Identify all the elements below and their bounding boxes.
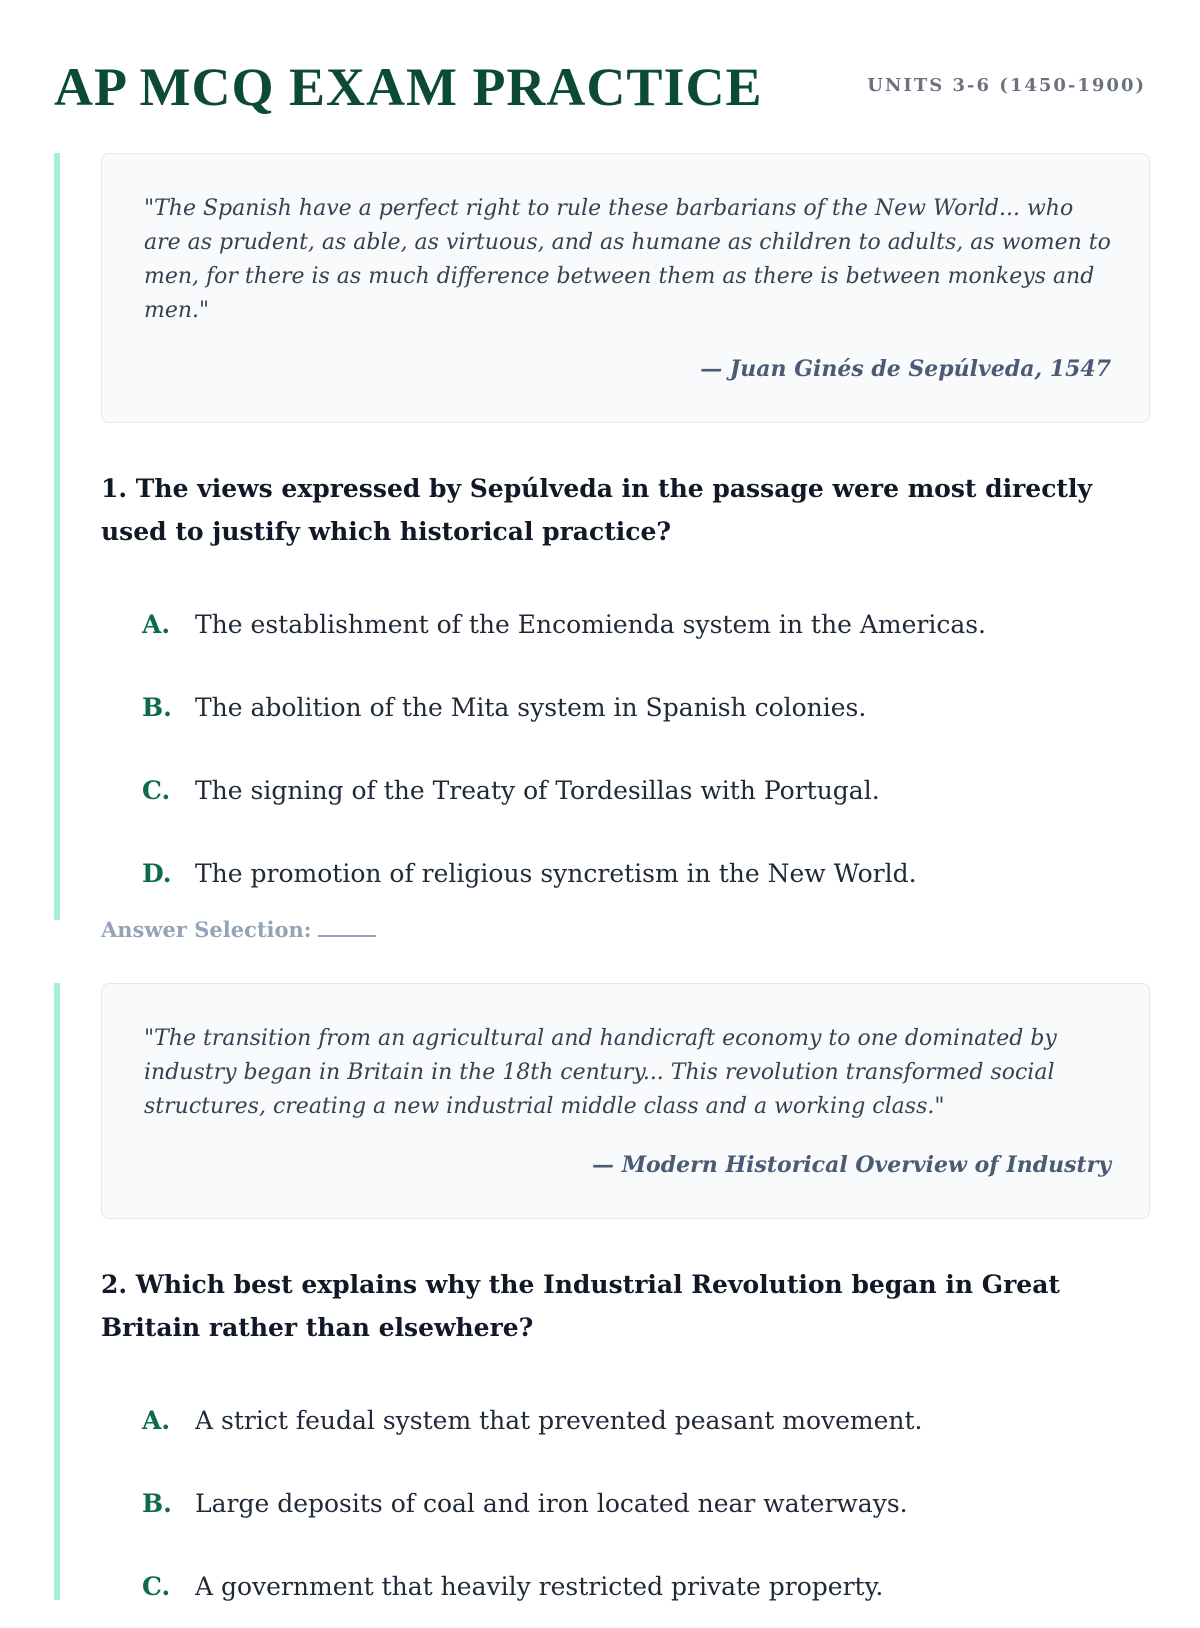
page-title: AP MCQ EXAM PRACTICE: [54, 57, 763, 117]
option-text: The promotion of religious syncretism in the New World.: [195, 858, 917, 888]
answer-blank[interactable]: [318, 915, 376, 937]
units-label: UNITS 3-6 (1450-1900): [867, 75, 1146, 96]
option-b[interactable]: [142, 1462, 1152, 1545]
question-block-2: [54, 983, 1152, 1600]
passage-text: "The transition from an agricultural and handicraft economy to one dominated by industry began in Britain in the 18th century... This revolution transformed social structures, creating a new industrial middle class and a working class.": [144, 1026, 1057, 1119]
page-header: [54, 52, 1146, 122]
passage-box: [101, 153, 1150, 423]
passage-box: [101, 983, 1150, 1219]
passage-text: "The Spanish have a perfect right to rule these barbarians of the New World... who are as prudent, as able, as virtuous, and as humane as children to adults, as women to men, for there is as much difference between them as there is between monkeys and men.": [144, 196, 1111, 323]
answer-selection: [101, 915, 1152, 945]
option-text: A strict feudal system that prevented peasant movement.: [195, 1405, 923, 1435]
option-letter: C.: [142, 775, 171, 805]
option-text: Large deposits of coal and iron located near waterways.: [195, 1488, 908, 1518]
option-d[interactable]: [142, 832, 1152, 915]
option-c[interactable]: [142, 1545, 1152, 1628]
passage-source: — Juan Ginés de Sepúlveda, 1547: [700, 356, 1111, 382]
option-b[interactable]: [142, 666, 1152, 749]
option-a[interactable]: [142, 583, 1152, 666]
question-text: 1. The views expressed by Sepúlveda in the passage were most directly used to justify which historical practice?: [101, 474, 1093, 546]
option-text: The abolition of the Mita system in Spanish colonies.: [195, 692, 867, 722]
option-c[interactable]: [142, 749, 1152, 832]
option-letter: D.: [142, 858, 172, 888]
option-a[interactable]: [142, 1379, 1152, 1462]
answer-options: [142, 583, 1152, 915]
option-text: The signing of the Treaty of Tordesillas with Portugal.: [195, 775, 880, 805]
passage-source: — Modern Historical Overview of Industry: [592, 1152, 1111, 1178]
option-text: A government that heavily restricted private property.: [195, 1571, 884, 1601]
question-text: 2. Which best explains why the Industrial Revolution began in Great Britain rather than elsewhere?: [101, 1270, 1060, 1342]
option-letter: A.: [142, 1405, 171, 1435]
option-letter: C.: [142, 1571, 171, 1601]
option-text: The establishment of the Encomienda system in the Americas.: [195, 609, 987, 639]
option-letter: A.: [142, 609, 171, 639]
option-letter: B.: [142, 1488, 172, 1518]
answer-selection-label: Answer Selection:: [101, 917, 312, 942]
question-block-1: [54, 153, 1152, 942]
option-letter: B.: [142, 692, 172, 722]
answer-options: [142, 1379, 1152, 1628]
